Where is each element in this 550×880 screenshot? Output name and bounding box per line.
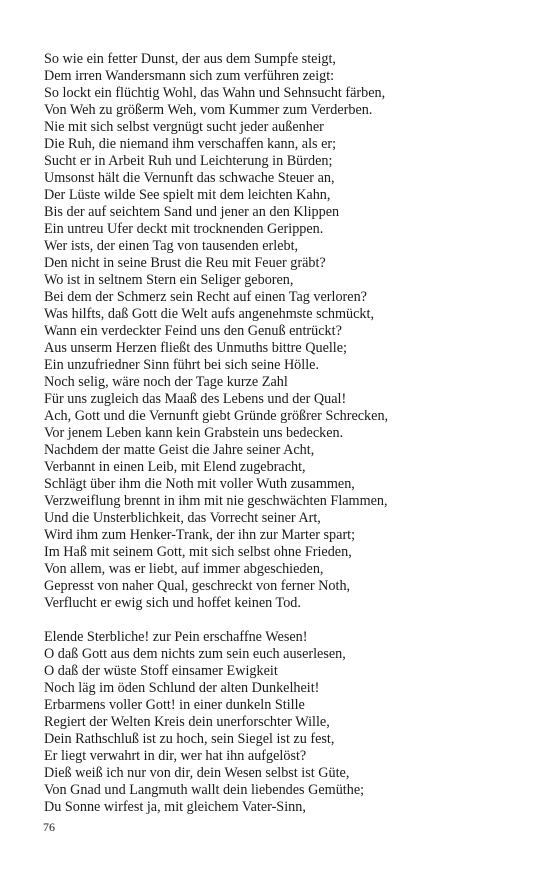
- poem-line: Wo ist in seltnem Stern ein Seliger geboren,: [44, 272, 294, 288]
- poem-line: Umsonst hält die Vernunft das schwache Steuer an,: [44, 170, 335, 186]
- poem-line: Gepresst von naher Qual, geschreckt von ferner Noth,: [44, 578, 351, 594]
- poem-line: Dein Rathschluß ist zu hoch, sein Siegel ist zu fest,: [44, 731, 335, 747]
- poem-line: Nachdem der matte Geist die Jahre seiner Acht,: [44, 442, 315, 458]
- poem-line: Ein untreu Ufer deckt mit trocknenden Gerippen.: [44, 221, 324, 237]
- poem-line: Wird ihm zum Henker-Trank, der ihn zur Marter spart;: [44, 527, 356, 543]
- poem-line: Aus unserm Herzen fließt des Unmuths bittre Quelle;: [44, 340, 347, 356]
- stanza: [44, 629, 514, 816]
- poem-line: Ach, Gott und die Vernunft giebt Gründe größrer Schrecken,: [44, 408, 389, 424]
- poem-line: Du Sonne wirfest ja, mit gleichem Vater-Sinn,: [44, 799, 306, 815]
- poem-line: Verflucht er ewig sich und hoffet keinen Tod.: [44, 595, 301, 611]
- poem-line: Im Haß mit seinem Gott, mit sich selbst ohne Frieden,: [44, 544, 352, 560]
- poem-line: Er liegt verwahrt in dir, wer hat ihn aufgelöst?: [44, 748, 307, 764]
- poem-line: O daß der wüste Stoff einsamer Ewigkeit: [44, 663, 278, 679]
- poem-text: [44, 51, 514, 816]
- poem-line: Elende Sterbliche! zur Pein erschaffne Wesen!: [44, 629, 308, 645]
- poem-line: So wie ein fetter Dunst, der aus dem Sumpfe steigt,: [44, 51, 336, 67]
- poem-line: Und die Unsterblichkeit, das Vorrecht seiner Art,: [44, 510, 321, 526]
- poem-line: Wer ists, der einen Tag von tausenden erlebt,: [44, 238, 299, 254]
- poem-line: Dieß weiß ich nur von dir, dein Wesen selbst ist Güte,: [44, 765, 350, 781]
- poem-line: Verbannt in einen Leib, mit Elend zugebracht,: [44, 459, 306, 475]
- poem-line: Von allem, was er liebt, auf immer abgeschieden,: [44, 561, 324, 577]
- poem-line: Was hilfts, daß Gott die Welt aufs angenehmste schmückt,: [44, 306, 374, 322]
- poem-line: Von Gnad und Langmuth wallt dein liebendes Gemüthe;: [44, 782, 365, 798]
- poem-line: Für uns zugleich das Maaß des Lebens und der Qual!: [44, 391, 347, 407]
- poem-line: Noch selig, wäre noch der Tage kurze Zahl: [44, 374, 288, 390]
- poem-line: Den nicht in seine Brust die Reu mit Feuer gräbt?: [44, 255, 326, 271]
- poem-line: Wann ein verdeckter Feind uns den Genuß entrückt?: [44, 323, 342, 339]
- poem-line: Verzweiflung brennt in ihm mit nie geschwächten Flammen,: [44, 493, 388, 509]
- poem-line: Von Weh zu größerm Weh, vom Kummer zum Verderben.: [44, 102, 373, 118]
- poem-line: Dem irren Wandersmann sich zum verführen zeigt:: [44, 68, 335, 84]
- poem-line: O daß Gott aus dem nichts zum sein euch auserlesen,: [44, 646, 346, 662]
- poem-line: So lockt ein flüchtig Wohl, das Wahn und Sehnsucht färben,: [44, 85, 386, 101]
- poem-line: Sucht er in Arbeit Ruh und Leichterung in Bürden;: [44, 153, 333, 169]
- poem-line: Bei dem der Schmerz sein Recht auf einen Tag verloren?: [44, 289, 367, 305]
- poem-line: Noch läg im öden Schlund der alten Dunkelheit!: [44, 680, 320, 696]
- poem-line: Die Ruh, die niemand ihm verschaffen kann, als er;: [44, 136, 337, 152]
- poem-line: Vor jenem Leben kann kein Grabstein uns bedecken.: [44, 425, 344, 441]
- poem-line: Nie mit sich selbst vergnügt sucht jeder außenher: [44, 119, 324, 135]
- poem-line: Der Lüste wilde See spielt mit dem leichten Kahn,: [44, 187, 331, 203]
- poem-line: Bis der auf seichtem Sand und jener an den Klippen: [44, 204, 340, 220]
- poem-line: Regiert der Welten Kreis dein unerforschter Wille,: [44, 714, 330, 730]
- poem-line: Schlägt über ihm die Noth mit voller Wuth zusammen,: [44, 476, 355, 492]
- page-number: 76: [43, 820, 55, 834]
- poem-line: Ein unzufriedner Sinn führt bei sich seine Hölle.: [44, 357, 320, 373]
- poem-line: Erbarmens voller Gott! in einer dunkeln Stille: [44, 697, 305, 713]
- stanza: [44, 51, 514, 612]
